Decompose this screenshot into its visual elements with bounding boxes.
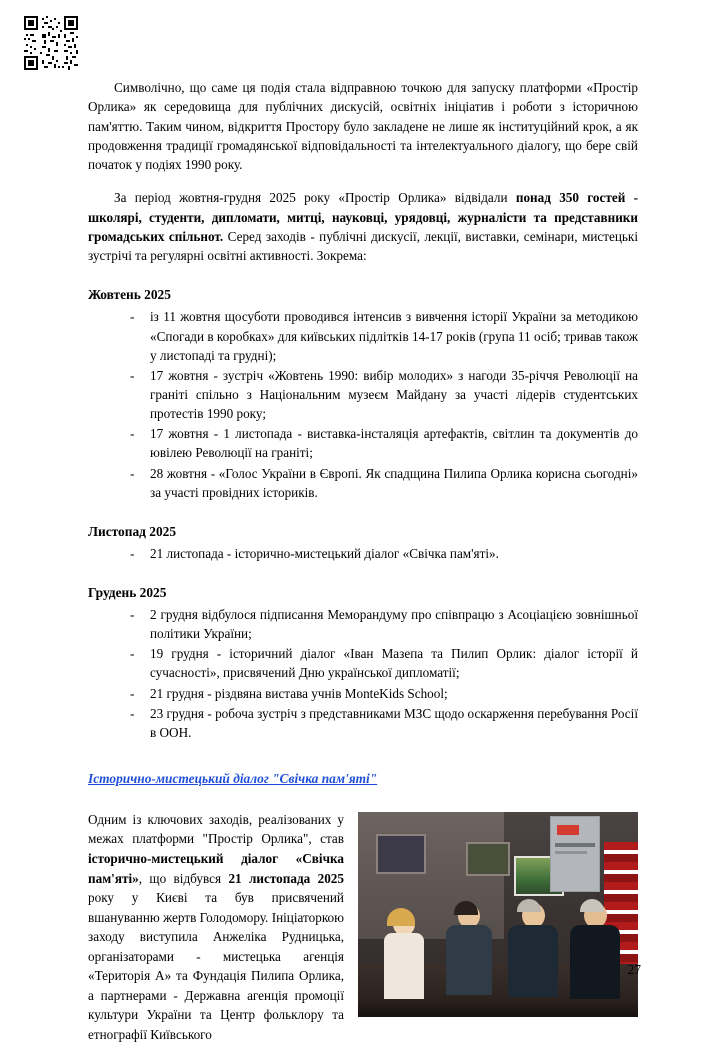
photo-person: [508, 903, 558, 997]
photo-person: [446, 904, 492, 995]
stats-lead: За період жовтня-грудня 2025 року «Простір Орлика» відвідали: [114, 190, 516, 206]
paragraph-intro: Символічно, що саме ця подія стала відправною точкою для запуску платформи «Простір Орлика» як середовища для публічних дискусій, освітніх ініціатив і роботи з історичною пам'яттю. Таким чином, відкриття Простору було закладене не лише як інституційний крок, а як продовження традиції громадянської відповідальності та інтелектуального діалогу, що бере свій початок у подіях 1990 року.: [88, 80, 638, 173]
qr-code: [24, 16, 78, 70]
document-content: [88, 78, 638, 1044]
final-part1: Одним із ключових заходів, реалізованих у межах платформи "Простір Орлика", став: [88, 811, 344, 847]
photo-picture-frame: [466, 842, 510, 876]
paragraph-stats: [88, 188, 638, 265]
final-part3: року у Києві та був присвячений вшануванню жертв Голодомору. Ініціаторкою заходу виступила Анжеліка Рудницька, організаторами - мистецька агенція «Територія А» та Фундація Пилипа Орлика, а партнерами - Державна агенція промоції культури України та Центр фольклору та етнографії Київського: [88, 890, 344, 1042]
final-section: [88, 810, 638, 1044]
events-list-december: [88, 605, 638, 742]
month-heading-december: Грудень 2025: [88, 584, 167, 600]
list-item: - 17 жовтня - 1 листопада - виставка-інсталяція артефактів, світлин та документів до ювілею Революції на граніті;: [128, 424, 638, 462]
photo-picture-frame: [376, 834, 426, 874]
list-item: - 17 жовтня - зустріч «Жовтень 1990: вибір молодих» з нагоди 35-річчя Революції на граніті спільно з Національним музеєм Майдану за участі лідерів студентських протестів 1990 року;: [128, 366, 638, 423]
events-list-november: [88, 544, 638, 563]
photo-person: [384, 912, 424, 999]
list-item: - 21 грудня - різдвяна вистава учнів MonteKids School;: [128, 684, 638, 703]
photo-table: [358, 1001, 638, 1017]
month-heading-november: Листопад 2025: [88, 523, 177, 539]
final-part2: , що відбувся: [138, 870, 229, 886]
events-list-october: [88, 307, 638, 501]
stats-bold: понад 350 гостей - школярі, студенти, дипломати, митці, науковці, урядовці, журналісти та представники громадських спільнот.: [88, 190, 638, 244]
list-item: - 23 грудня - робоча зустріч з представниками МЗС щодо оскарження перебування Росії в ООН.: [128, 704, 638, 742]
stats-tail: Серед заходів - публічні дискусії, лекції, виставки, семінари, мистецькі зустрічі та регулярні освітні активності. Зокрема:: [88, 228, 638, 264]
month-heading-october: Жовтень 2025: [88, 287, 171, 303]
photo-banner: [550, 816, 600, 892]
photo-person: [570, 903, 620, 999]
list-item: - із 11 жовтня щосуботи проводився інтенсив з вивчення історії України за методикою «Спогади в коробках» для київських підлітків 14-17 років (група 11 осіб; тривав також у листопаді та грудні);: [128, 307, 638, 364]
page-number: 27: [627, 962, 641, 977]
list-item: - 2 грудня відбулося підписання Меморандуму про співпрацю з Асоціацією зовнішньої політики України;: [128, 605, 638, 643]
panel-discussion-photo: [358, 812, 638, 1017]
section-link-svichka-pamyati[interactable]: Історично-мистецький діалог "Свічка пам'яті": [88, 770, 378, 786]
final-bold2: 21 листопада 2025: [228, 870, 344, 886]
final-bold1: історично-мистецький діалог «Свічка пам'яті»: [88, 850, 344, 886]
list-item: - 19 грудня - історичний діалог «Іван Мазепа та Пилип Орлик: діалог історії й сучасності», присвячений Дню української дипломатії;: [128, 644, 638, 682]
list-item: - 28 жовтня - «Голос України в Європі. Як спадщина Пилипа Орлика корисна сьогодні» за участі провідних істориків.: [128, 464, 638, 502]
list-item: - 21 листопада - історично-мистецький діалог «Свічка пам'яті».: [128, 544, 638, 563]
